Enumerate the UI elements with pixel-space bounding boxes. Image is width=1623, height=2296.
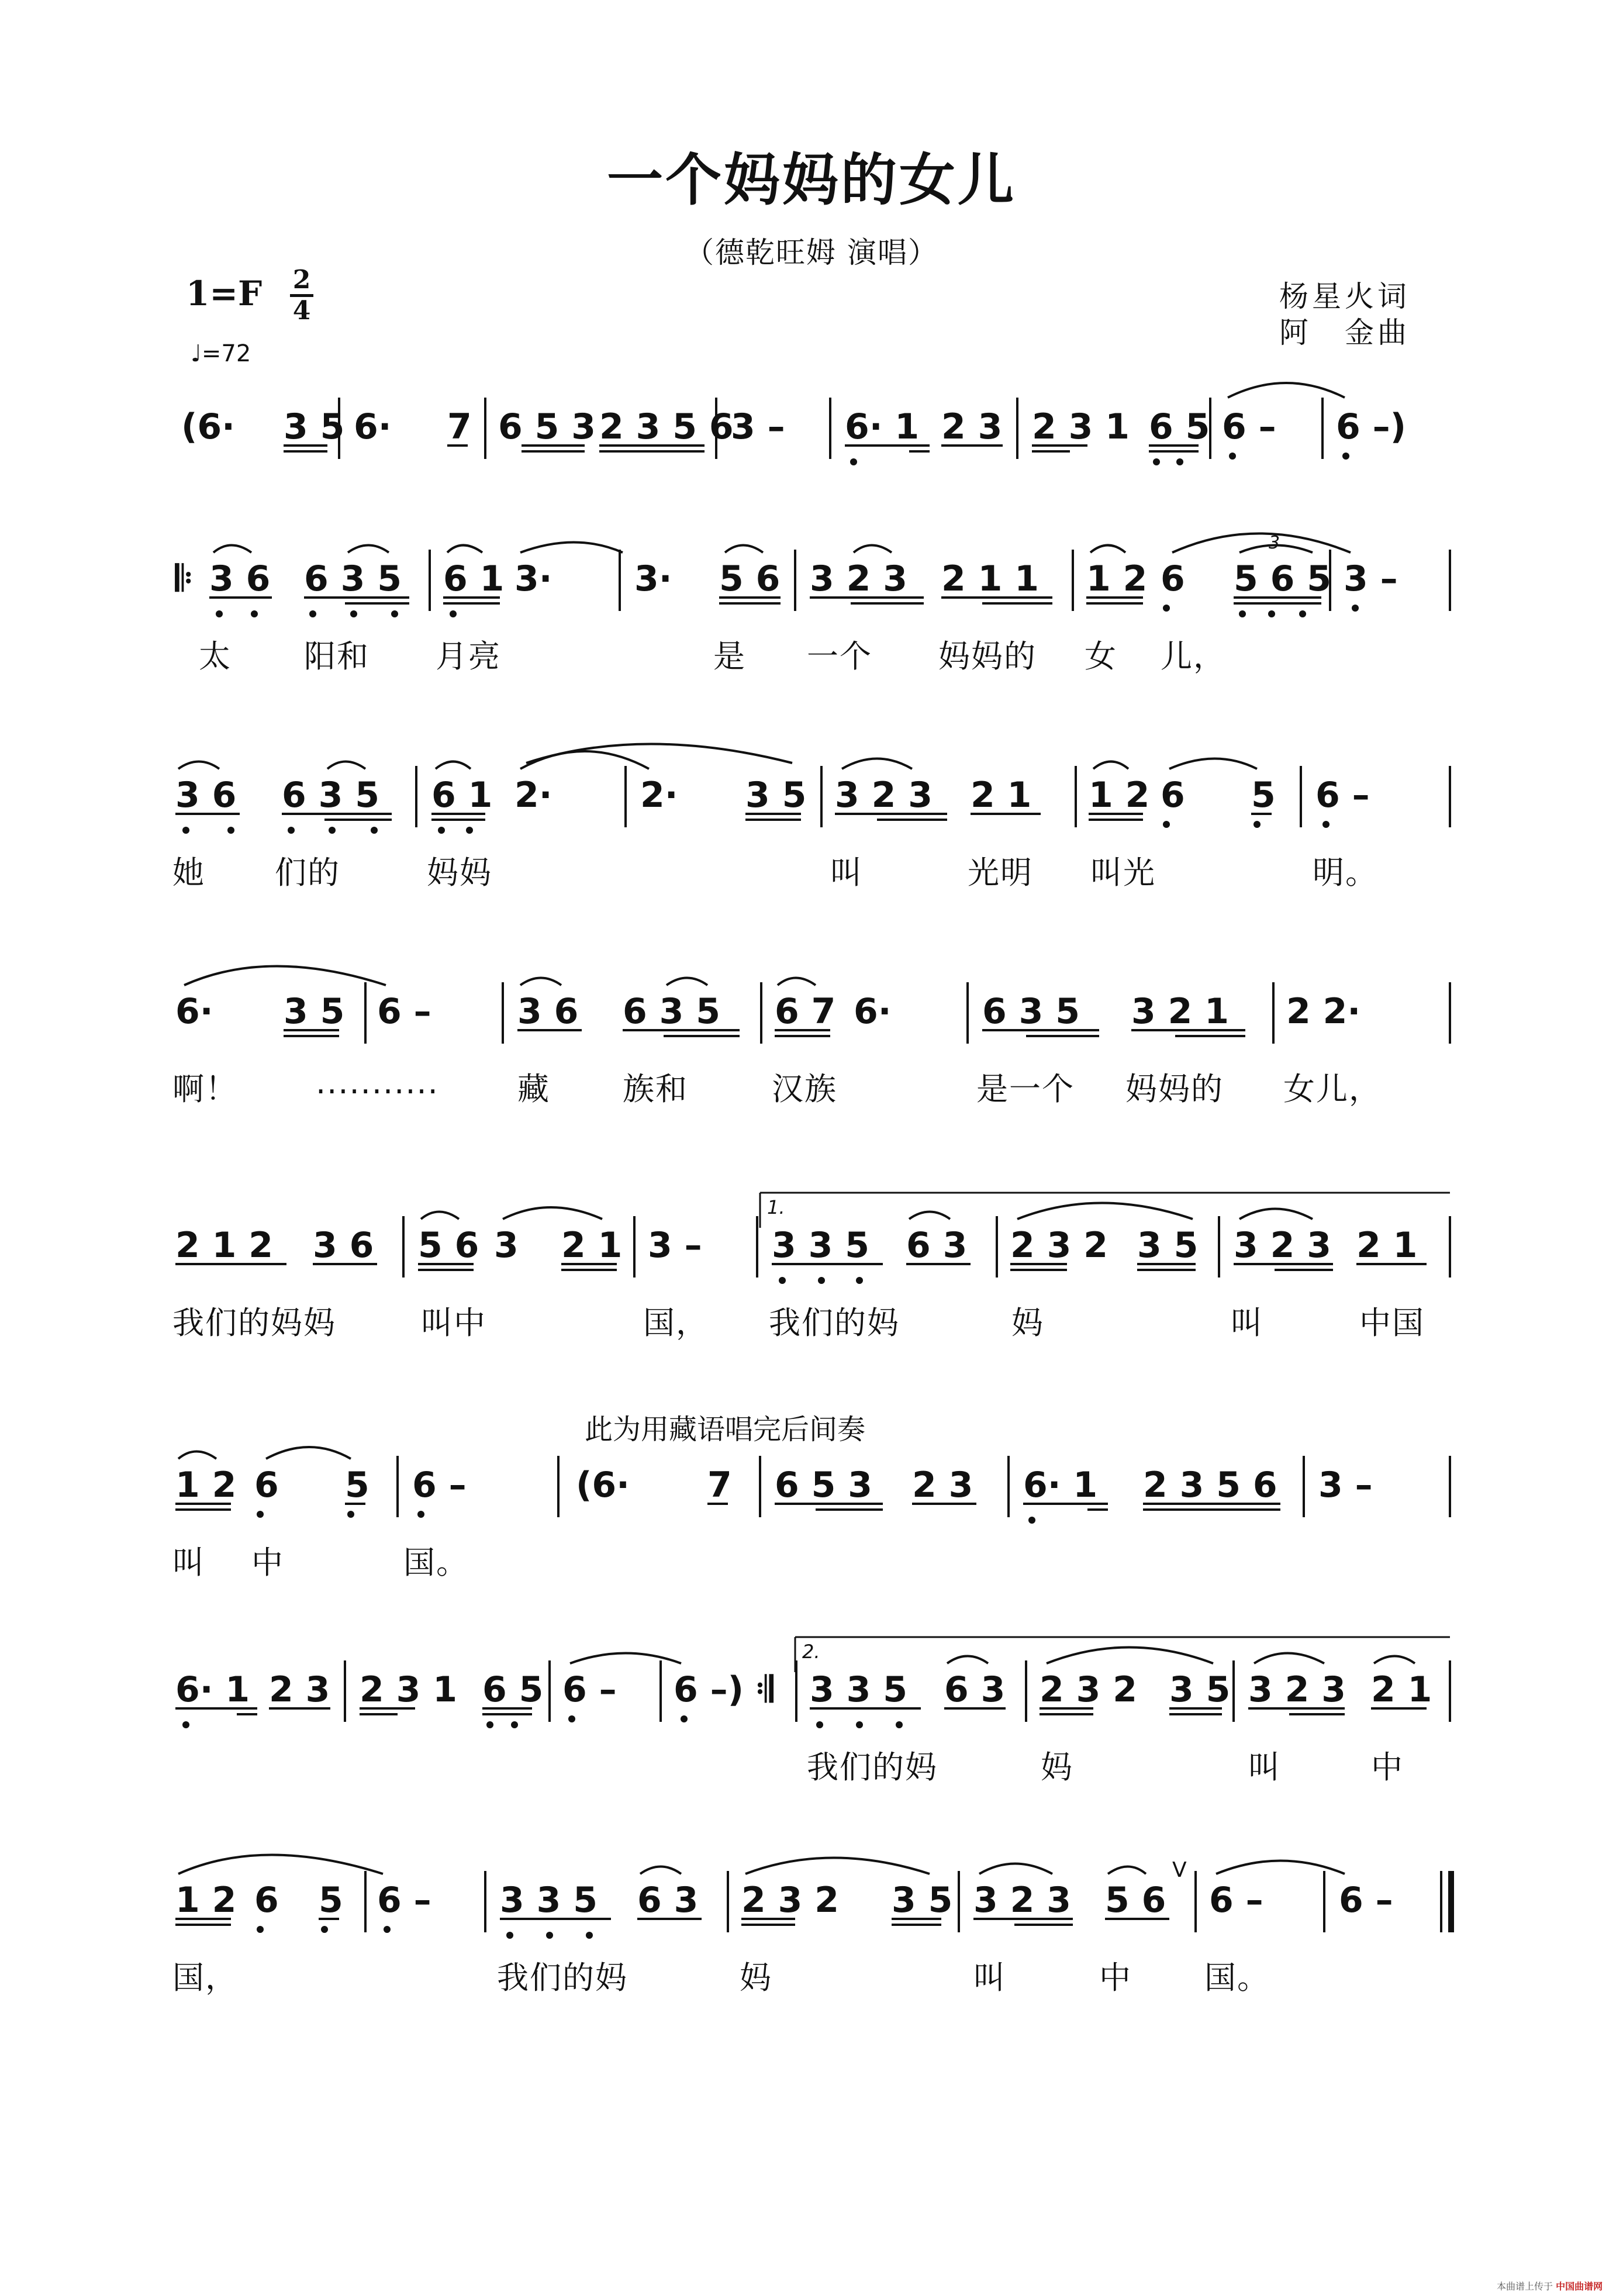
lyric: 妈妈 <box>427 854 492 891</box>
svg-text:2 3 5 6: 2 3 5 6 <box>599 406 734 447</box>
lyric: 我们的妈妈 <box>172 1304 336 1341</box>
lyric: 叫光 <box>1090 854 1156 891</box>
lyric: 是一个 <box>976 1071 1075 1107</box>
svg-text:3 2 3: 3 2 3 <box>810 558 908 599</box>
score-system-verse1-line2 <box>0 743 1623 935</box>
svg-text:2 1 1: 2 1 1 <box>941 558 1040 599</box>
lyric: 女 <box>1085 638 1117 675</box>
svg-text:(6·: (6· <box>576 1465 630 1506</box>
svg-text:3 –: 3 – <box>1344 558 1398 599</box>
lyric: 叫中 <box>421 1304 486 1341</box>
svg-text:3 –: 3 – <box>1318 1465 1373 1506</box>
svg-text:3 6: 3 6 <box>209 558 271 599</box>
svg-text:2 3 1: 2 3 1 <box>1032 406 1130 447</box>
svg-text:6 5 3: 6 5 3 <box>775 1465 873 1506</box>
svg-text:5 6 5: 5 6 5 <box>1234 558 1332 599</box>
lyric: 妈 <box>1011 1304 1044 1341</box>
lyric: 国， <box>172 1959 238 1996</box>
lyric: 叫 <box>830 854 863 891</box>
svg-text:3 2 3: 3 2 3 <box>835 775 933 816</box>
lyric: 汉族 <box>772 1071 837 1107</box>
svg-text:3 2 3: 3 2 3 <box>1248 1669 1346 1710</box>
svg-text:V: V <box>1172 1858 1187 1882</box>
score-system-ending-2 <box>0 1637 1623 1830</box>
lyric: 阳和 <box>304 638 370 675</box>
lyric: 中国 <box>1359 1304 1425 1341</box>
svg-text:6· 1: 6· 1 <box>1023 1465 1098 1506</box>
svg-text:2·: 2· <box>640 775 678 816</box>
svg-text:3·: 3· <box>514 558 552 599</box>
lyric: 叫 <box>172 1544 205 1581</box>
notation-row <box>0 526 1623 643</box>
lyric: 们的 <box>275 854 340 891</box>
lyric: 国。 <box>1204 1959 1270 1996</box>
lyric: 国， <box>643 1304 709 1341</box>
svg-text:3 3 5: 3 3 5 <box>500 1880 598 1921</box>
score-system-verse1-line1 <box>0 526 1623 719</box>
score-system-verse2-line1 <box>0 959 1623 1152</box>
volta-1: 1. <box>767 1196 785 1218</box>
svg-text:6: 6 <box>1161 558 1185 599</box>
svg-text:6 –: 6 – <box>1339 1880 1393 1921</box>
svg-text:2 3 2: 2 3 2 <box>1040 1669 1138 1710</box>
svg-text:6·: 6· <box>854 991 892 1032</box>
lyric: 一个 <box>807 638 872 675</box>
score-system-interlude <box>0 1432 1623 1625</box>
notation-row <box>0 374 1623 491</box>
svg-text:6 5: 6 5 <box>1149 406 1210 447</box>
svg-text:6 –: 6 – <box>1315 775 1370 816</box>
svg-text:1 2: 1 2 <box>1089 775 1150 816</box>
svg-text:6 3 5: 6 3 5 <box>623 991 721 1032</box>
footer-text: 本曲谱上传于 <box>1497 2281 1553 2292</box>
lyric: 我们的妈 <box>769 1304 900 1341</box>
svg-text:6 1: 6 1 <box>431 775 493 816</box>
svg-text:6 5 3: 6 5 3 <box>498 406 596 447</box>
svg-text:6· 1: 6· 1 <box>175 1669 250 1710</box>
svg-text:5: 5 <box>345 1465 370 1506</box>
svg-text:3 2 3: 3 2 3 <box>973 1880 1072 1921</box>
svg-text:6 –: 6 – <box>1209 1880 1263 1921</box>
svg-text:3 5: 3 5 <box>1137 1225 1199 1266</box>
svg-text:2 3: 2 3 <box>269 1669 330 1710</box>
lyric: 中 <box>1371 1749 1404 1786</box>
svg-text:6 3: 6 3 <box>637 1880 699 1921</box>
svg-text:6 –: 6 – <box>412 1465 467 1506</box>
svg-text:7: 7 <box>707 1465 732 1506</box>
svg-text:3·: 3· <box>634 558 672 599</box>
lyric: 月亮 <box>436 638 501 675</box>
lyric: 妈妈的 <box>938 638 1037 675</box>
lyric: 国。 <box>403 1544 469 1581</box>
svg-text:𝄆: 𝄆 <box>175 558 193 599</box>
svg-text:5 6: 5 6 <box>1105 1880 1166 1921</box>
svg-text:6: 6 <box>254 1465 279 1506</box>
svg-text:6 3 5: 6 3 5 <box>282 775 380 816</box>
svg-text:3 –: 3 – <box>731 406 785 447</box>
svg-text:6 –) 𝄇: 6 –) 𝄇 <box>674 1669 773 1710</box>
lyric: 我们的妈 <box>497 1959 628 1996</box>
svg-text:2 1 2: 2 1 2 <box>175 1225 274 1266</box>
svg-text:6 3: 6 3 <box>944 1669 1006 1710</box>
song-title: 一个妈妈的女儿 <box>607 147 1016 213</box>
svg-text:6 1: 6 1 <box>443 558 505 599</box>
svg-text:6 3 5: 6 3 5 <box>982 991 1080 1032</box>
lyric: 叫 <box>1248 1749 1281 1786</box>
svg-text:7: 7 <box>447 406 472 447</box>
note-group: (6· <box>181 406 235 447</box>
svg-text:2 3: 2 3 <box>912 1465 973 1506</box>
lyric: 妈妈的 <box>1125 1071 1224 1107</box>
notation-row <box>0 743 1623 859</box>
svg-text:6 3: 6 3 <box>906 1225 968 1266</box>
svg-text:5 6: 5 6 <box>719 558 781 599</box>
time-signature <box>290 267 313 324</box>
lyric: 叫 <box>1231 1304 1263 1341</box>
svg-text:2 3 5 6: 2 3 5 6 <box>1143 1465 1277 1506</box>
svg-text:1 2: 1 2 <box>175 1465 237 1506</box>
interlude-annotation: 此为用藏语唱完后间奏 <box>585 1413 866 1446</box>
notation-row <box>0 1848 1623 1964</box>
lyric: 啊！ <box>172 1071 238 1107</box>
svg-text:3 3 5: 3 3 5 <box>810 1669 908 1710</box>
lyric: 是 <box>713 638 746 675</box>
svg-text:3 2 3: 3 2 3 <box>1234 1225 1332 1266</box>
svg-text:3 –: 3 – <box>648 1225 702 1266</box>
lyric: 明。 <box>1313 854 1378 891</box>
svg-text:6 3 5: 6 3 5 <box>304 558 402 599</box>
svg-text:6: 6 <box>254 1880 279 1921</box>
svg-text:3 5: 3 5 <box>745 775 807 816</box>
svg-text:6· 1: 6· 1 <box>845 406 920 447</box>
meter-top: 2 <box>292 265 311 295</box>
svg-text:2 3: 2 3 <box>941 406 1003 447</box>
svg-text:2 2·: 2 2· <box>1286 991 1361 1032</box>
meter-bottom: 4 <box>292 296 311 326</box>
svg-text:6 –): 6 –) <box>1336 406 1407 447</box>
svg-text:3 5: 3 5 <box>892 1880 953 1921</box>
svg-text:2 1: 2 1 <box>1356 1225 1418 1266</box>
svg-text:3 6: 3 6 <box>517 991 579 1032</box>
svg-text:5 6: 5 6 <box>418 1225 479 1266</box>
volta-2: 2. <box>802 1641 820 1663</box>
svg-text:6 –: 6 – <box>562 1669 617 1710</box>
score-system-coda <box>0 1848 1623 2040</box>
lyricist: 杨星火词 <box>1279 279 1410 313</box>
svg-text:1 2: 1 2 <box>1086 558 1148 599</box>
composer: 阿 金曲 <box>1279 316 1410 350</box>
svg-text:2·: 2· <box>514 775 552 816</box>
performer-subtitle: （德乾旺姆 演唱） <box>685 236 938 270</box>
svg-text:3 2 1: 3 2 1 <box>1131 991 1230 1032</box>
lyric: 我们的妈 <box>807 1749 938 1786</box>
svg-text:3 5: 3 5 <box>284 991 345 1032</box>
svg-text:3: 3 <box>494 1225 519 1266</box>
notation-row <box>0 959 1623 1076</box>
lyric: 叫 <box>973 1959 1006 1996</box>
lyric: 她 <box>172 854 205 891</box>
lyric: 中 <box>251 1544 284 1581</box>
lyric: 太 <box>199 638 232 675</box>
score-system-verse2-line2 <box>0 1193 1623 1386</box>
credits <box>1279 278 1410 351</box>
lyric: 中 <box>1099 1959 1132 1996</box>
svg-text:6 –: 6 – <box>377 1880 431 1921</box>
lyric: 妈 <box>740 1959 772 1996</box>
svg-text:3 3 5: 3 3 5 <box>772 1225 870 1266</box>
svg-text:2 1: 2 1 <box>971 775 1032 816</box>
lyric: 儿， <box>1161 638 1226 675</box>
notation-row <box>0 1637 1623 1754</box>
note-group: 3 5 <box>284 406 345 447</box>
svg-text:6 –: 6 – <box>1222 406 1276 447</box>
svg-text:6 7: 6 7 <box>775 991 836 1032</box>
footer-brand: 中国曲谱网 <box>1556 2281 1603 2292</box>
svg-text:5: 5 <box>319 1880 343 1921</box>
lyric: ........... <box>316 1064 439 1101</box>
svg-text:6 –: 6 – <box>377 991 431 1032</box>
svg-text:2 3 2: 2 3 2 <box>741 1880 840 1921</box>
tempo-marking: ♩=72 <box>191 340 251 367</box>
svg-text:3 6: 3 6 <box>175 775 237 816</box>
svg-text:1 2: 1 2 <box>175 1880 237 1921</box>
lyric: 妈 <box>1041 1749 1073 1786</box>
svg-text:3 5: 3 5 <box>1169 1669 1231 1710</box>
svg-text:2 3 2: 2 3 2 <box>1010 1225 1109 1266</box>
lyric: 女儿， <box>1283 1071 1382 1107</box>
svg-text:2 1: 2 1 <box>1371 1669 1432 1710</box>
notation-row <box>0 1432 1623 1549</box>
key-signature: 1=F <box>186 274 263 313</box>
lyric: 光明 <box>968 854 1033 891</box>
svg-text:6·: 6· <box>175 991 213 1032</box>
svg-text:2 3 1: 2 3 1 <box>360 1669 458 1710</box>
svg-text:5: 5 <box>1251 775 1276 816</box>
lyric: 藏 <box>517 1071 550 1107</box>
source-watermark <box>1497 2279 1603 2292</box>
svg-text:6 5: 6 5 <box>482 1669 544 1710</box>
svg-text:3: 3 <box>1269 533 1280 553</box>
notation-row <box>0 1193 1623 1310</box>
svg-text:3 6: 3 6 <box>313 1225 374 1266</box>
svg-text:6: 6 <box>1161 775 1185 816</box>
svg-text:6·: 6· <box>354 406 392 447</box>
svg-text:2 1: 2 1 <box>561 1225 623 1266</box>
lyric: 族和 <box>623 1071 688 1107</box>
